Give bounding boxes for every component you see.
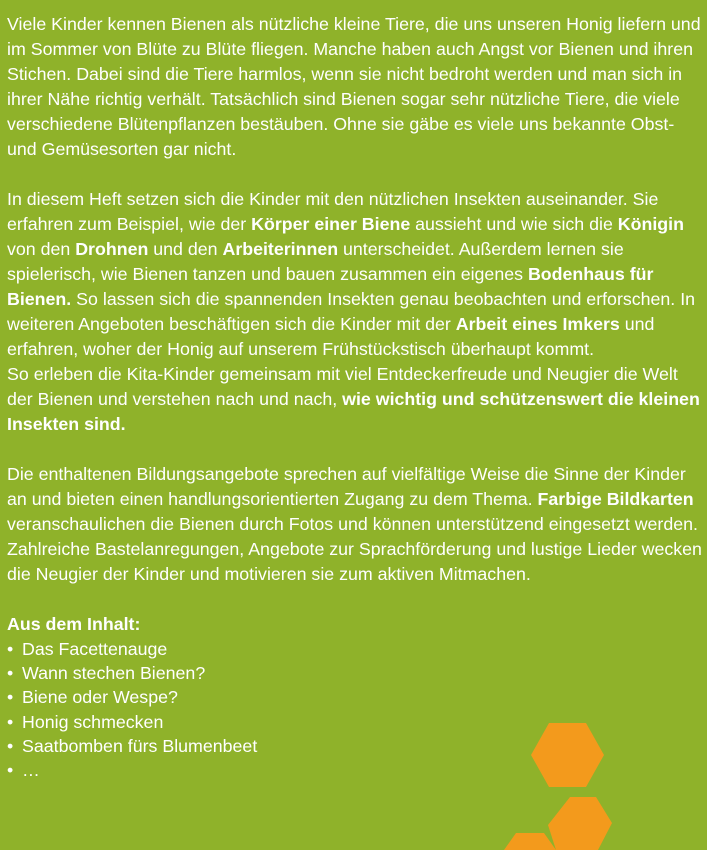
list-item: • … bbox=[7, 758, 702, 782]
summary-paragraph bbox=[7, 362, 702, 437]
list-item: • Saatbomben fürs Blumenbeet bbox=[7, 734, 702, 758]
honeycomb-decoration-icon bbox=[500, 715, 707, 850]
list-item: • Honig schmecken bbox=[7, 710, 702, 734]
text-span: und erfahren, woher der Honig auf unserem Frühstückstisch überhaupt kommt. bbox=[7, 314, 655, 359]
text-span: Die enthaltenen Bildungsangebote sprechen auf vielfältige Weise die Sinne der Kinder an und bieten einen handlungsorientierten Zugang zu dem Thema. bbox=[7, 464, 686, 509]
list-item: • Wann stechen Bienen? bbox=[7, 661, 702, 685]
text-span: In diesem Heft setzen sich die Kinder mit den nützlichen Insekten auseinander. Sie erfahren zum Beispiel, wie der bbox=[7, 189, 659, 234]
hexagon-middle bbox=[548, 797, 612, 850]
text-span: von den bbox=[7, 239, 76, 259]
highlight-beekeeper: Arbeit eines Imkers bbox=[455, 314, 620, 334]
hexagon-top bbox=[531, 723, 604, 787]
highlight-body: Körper einer Biene bbox=[251, 214, 411, 234]
list-item: • Das Facettenauge bbox=[7, 637, 702, 661]
highlight-queen: Königin bbox=[617, 214, 684, 234]
text-span: veranschaulichen die Bienen durch Fotos und können unterstützend eingesetzt werden. Zahlreiche Bastelanregungen, Angebote zur Sprachförderung und lustige Lieder wecken die Neugier der Kinder und motivieren sie zum aktiven Mitmachen. bbox=[7, 514, 702, 584]
text-column bbox=[7, 12, 702, 782]
highlight-drones: Drohnen bbox=[75, 239, 149, 259]
text-span: und den bbox=[148, 239, 223, 259]
text-span: So lassen sich die spannenden Insekten genau beobachten und erforschen. In weiteren Angeboten beschäftigen sich die Kinder mit der bbox=[7, 289, 696, 334]
list-item: • Biene oder Wespe? bbox=[7, 685, 702, 709]
offers-paragraph bbox=[7, 462, 702, 587]
intro-paragraph: Viele Kinder kennen Bienen als nützliche kleine Tiere, die uns unseren Honig liefern und im Sommer von Blüte zu Blüte fliegen. Manche haben auch Angst vor Bienen und ihren Stichen. Dabei sind die Tiere harmlos, wenn sie nicht bedroht werden und man sich in ihrer Nähe richtig verhält. Tatsächlich sind Bienen sogar sehr nützliche Tiere, die viele verschiedene Blütenpflanzen bestäuben. Ohne sie gäbe es viele uns bekannte Obst- und Gemüsesorten gar nicht. bbox=[7, 14, 701, 159]
content-paragraph bbox=[7, 187, 702, 362]
hexagon-bottom-left bbox=[504, 833, 556, 850]
highlight-importance: wie wichtig und schützenswert die kleinen Insekten sind. bbox=[7, 389, 700, 434]
text-span: So erleben die Kita-Kinder gemeinsam mit viel Entdeckerfreude und Neugier die Welt der Bienen und verstehen nach und nach, bbox=[7, 364, 678, 409]
highlight-workers: Arbeiterinnen bbox=[222, 239, 339, 259]
highlight-bee-house: Bodenhaus für Bienen. bbox=[7, 264, 654, 309]
highlight-picture-cards: Farbige Bildkarten bbox=[537, 489, 694, 509]
contents-heading: Aus dem Inhalt: bbox=[7, 614, 141, 634]
text-span: aussieht und wie sich die bbox=[410, 214, 618, 234]
text-span: unterscheidet. Außerdem lernen sie spielerisch, wie Bienen tanzen und bauen zusammen ein eigenes bbox=[7, 239, 624, 284]
